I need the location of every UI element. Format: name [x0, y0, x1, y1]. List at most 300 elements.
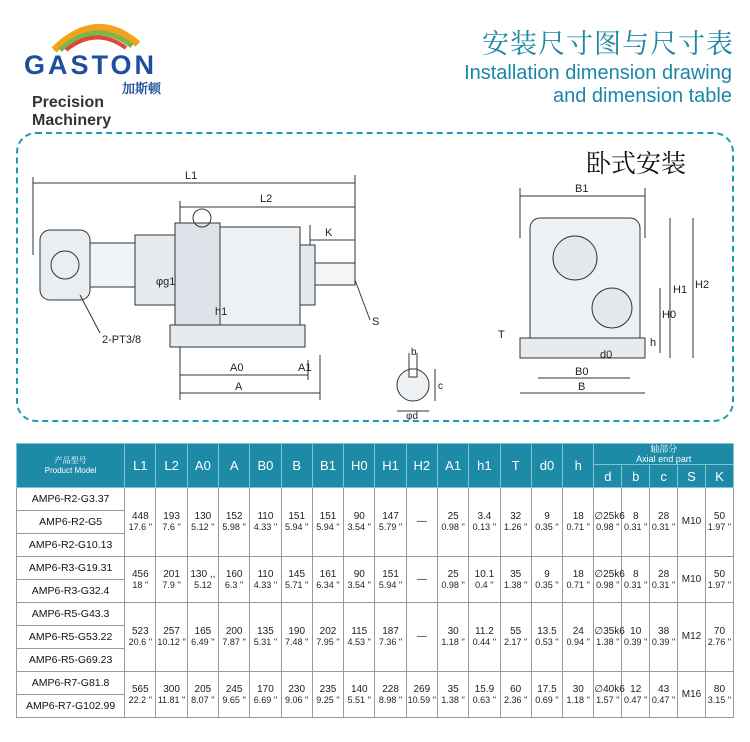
value-inch: 1.26 ''	[503, 522, 528, 532]
value-cell	[312, 557, 343, 603]
value-mm: 10	[630, 626, 642, 637]
value-inch: 7.48 ''	[284, 637, 309, 647]
dim-label-L2: L2	[260, 193, 273, 205]
value-inch: 0.31 ''	[623, 522, 648, 532]
value-mm: 9	[544, 568, 550, 580]
column-header-L2: L2	[156, 444, 187, 488]
dim-label-H2: H2	[695, 279, 710, 291]
dim-label-L1: L1	[185, 170, 198, 182]
value-mm: 165	[194, 626, 212, 637]
value-mm: 193	[163, 511, 180, 522]
value-inch: 0.39 ''	[651, 637, 676, 647]
dimension-table	[16, 443, 734, 718]
page-title-cn: 安装尺寸图与尺寸表	[482, 29, 734, 59]
value-inch: 0.98 ''	[596, 579, 620, 590]
value-inch: 6.3 ''	[224, 579, 244, 590]
column-header-L1: L1	[125, 444, 156, 488]
value-cell	[344, 488, 375, 557]
value-inch: 7.9 ''	[162, 579, 181, 590]
value-cell	[500, 672, 531, 718]
value-cell	[594, 603, 625, 672]
value-inch: 0.4 ''	[475, 579, 494, 590]
column-header-h: h	[563, 444, 594, 488]
value-mm: 90	[353, 568, 365, 580]
brand-name-cn: 加斯顿	[122, 81, 162, 96]
value-mm: 202	[319, 626, 337, 637]
model-cell: AMP6-R2-G3.37	[17, 488, 125, 511]
dim-label-g1: φg1	[156, 276, 176, 288]
value-mm: 25	[447, 511, 459, 522]
value-cell	[312, 603, 343, 672]
value-cell	[281, 488, 312, 557]
value-mm: —	[416, 516, 427, 527]
value-cell	[375, 557, 406, 603]
dim-label-b: b	[411, 347, 417, 358]
model-header-en: Product Model	[44, 465, 97, 475]
value-cell	[437, 672, 468, 718]
column-header-T: T	[500, 444, 531, 488]
value-cell	[219, 672, 250, 718]
value-inch: 1.38 ''	[596, 637, 620, 647]
value-inch: 0.39 ''	[623, 637, 648, 647]
value-inch: 5.94 ''	[316, 522, 340, 532]
value-cell	[650, 672, 678, 718]
value-mm: ∅35k6	[594, 626, 625, 637]
value-cell	[622, 603, 650, 672]
value-mm: 201	[163, 568, 180, 580]
dim-label-h1: h1	[215, 306, 228, 318]
value-mm: 30	[447, 626, 459, 637]
value-cell	[622, 488, 650, 557]
value-cell	[678, 488, 706, 557]
value-mm: 25	[447, 568, 459, 580]
value-inch: 0.63 ''	[472, 694, 497, 705]
dim-label-H0: H0	[662, 309, 677, 321]
value-mm: 9	[544, 511, 550, 522]
column-header-d0: d0	[531, 444, 562, 488]
dim-label-d0: d0	[600, 349, 613, 361]
axial-header-cn: 轴部分	[650, 444, 678, 454]
value-mm: 110	[257, 511, 274, 522]
value-inch: 1.18 ''	[441, 637, 465, 647]
value-cell	[344, 557, 375, 603]
value-mm: 50	[713, 511, 726, 522]
column-header-S: S	[678, 465, 706, 488]
value-inch: 1.97 ''	[707, 579, 732, 590]
value-cell	[406, 603, 437, 672]
value-mm: 17.5	[537, 683, 557, 695]
value-inch: 1.38 ''	[441, 694, 465, 705]
value-mm: 24	[572, 626, 584, 637]
value-inch: 4.33 ''	[253, 522, 278, 532]
value-cell	[125, 672, 156, 718]
value-inch: 0.71 ''	[566, 522, 590, 532]
value-mm: 60	[510, 683, 522, 695]
value-mm: 12	[630, 683, 642, 695]
value-cell	[125, 603, 156, 672]
value-cell	[406, 488, 437, 557]
value-mm: 456	[131, 568, 149, 580]
value-mm: ∅40k6	[594, 683, 625, 695]
value-cell	[437, 557, 468, 603]
value-inch: 6.49 ''	[191, 637, 215, 647]
value-inch: 0.47 ''	[651, 694, 676, 705]
value-inch: 5.31 ''	[253, 637, 278, 647]
dim-label-B0: B0	[575, 366, 589, 378]
value-cell	[281, 672, 312, 718]
value-inch: 5.71 ''	[284, 579, 309, 590]
value-mm: 130 ,,	[190, 568, 216, 580]
value-mm: 170	[257, 683, 274, 695]
value-mm: 147	[382, 511, 399, 522]
port-label: 2-PT3/8	[102, 334, 142, 346]
dim-label-H1: H1	[673, 284, 688, 296]
value-mm: 161	[319, 568, 337, 580]
value-cell	[500, 488, 531, 557]
value-inch: 3.54 ''	[347, 579, 372, 590]
value-cell	[469, 603, 500, 672]
value-mm: 55	[510, 626, 522, 637]
model-cell: AMP6-R7-G81.8	[17, 672, 125, 695]
dim-label-c: c	[438, 381, 443, 392]
value-inch: 1.18 ''	[566, 694, 590, 705]
value-mm: 30	[572, 683, 584, 695]
value-inch: 1.97 ''	[707, 522, 732, 532]
value-mm: 10.1	[474, 568, 495, 580]
value-inch: 4.33 ''	[253, 579, 278, 590]
dim-label-A0: A0	[230, 362, 244, 374]
value-inch: 2.36 ''	[503, 694, 528, 705]
value-mm: M12	[681, 631, 702, 642]
value-mm: 28	[658, 568, 670, 580]
value-mm: 257	[163, 626, 180, 637]
value-mm: ∅25k6	[594, 511, 625, 522]
value-inch: 0.94 ''	[566, 637, 590, 647]
column-header-H0: H0	[344, 444, 375, 488]
value-cell	[650, 603, 678, 672]
value-mm: 35	[447, 683, 459, 695]
value-inch: 17.6 ''	[128, 522, 153, 532]
value-inch: 5.79 ''	[378, 522, 403, 532]
mount-type-label: 卧式安装	[586, 150, 687, 178]
value-cell	[187, 603, 218, 672]
value-mm: 35	[510, 568, 522, 580]
value-inch: 20.6 ''	[128, 637, 153, 647]
value-mm: 448	[131, 511, 149, 522]
value-inch: 7.95 ''	[316, 637, 340, 647]
value-cell	[437, 603, 468, 672]
value-mm: 38	[658, 626, 670, 637]
value-inch: 10.59 ''	[407, 694, 437, 705]
value-mm: 90	[353, 511, 365, 522]
value-inch: 0.53 ''	[535, 637, 559, 647]
front-view-drawing	[490, 178, 730, 418]
value-cell	[250, 488, 281, 557]
value-cell	[156, 603, 187, 672]
value-mm: 8	[632, 511, 639, 522]
table-row	[17, 672, 734, 695]
value-cell	[622, 672, 650, 718]
value-inch: 6.34 ''	[316, 579, 340, 590]
value-cell	[406, 557, 437, 603]
value-inch: 3.15 ''	[707, 694, 732, 705]
shaft-section-drawing	[375, 345, 450, 420]
value-cell	[563, 603, 594, 672]
column-header-B1: B1	[312, 444, 343, 488]
column-header-A1: A1	[437, 444, 468, 488]
value-cell	[563, 557, 594, 603]
value-mm: 15.9	[474, 683, 495, 695]
model-cell: AMP6-R2-G10.13	[17, 534, 125, 557]
dim-label-B1: B1	[575, 183, 589, 195]
value-cell	[437, 488, 468, 557]
value-mm: ∅25k6	[594, 568, 625, 580]
column-header-B0: B0	[250, 444, 281, 488]
value-inch: 0.13 ''	[472, 522, 497, 532]
value-cell	[250, 672, 281, 718]
value-mm: 151	[288, 511, 306, 522]
value-cell	[469, 488, 500, 557]
value-inch: 10.12 ''	[157, 637, 186, 647]
model-cell: AMP6-R3-G32.4	[17, 580, 125, 603]
dim-label-d: φd	[406, 411, 419, 420]
value-mm: 13.5	[537, 626, 557, 637]
value-mm: M10	[681, 573, 702, 585]
value-cell	[156, 672, 187, 718]
value-cell	[344, 603, 375, 672]
value-cell	[705, 603, 733, 672]
value-cell	[678, 603, 706, 672]
value-cell	[531, 488, 562, 557]
column-header-A: A	[219, 444, 250, 488]
brand-tagline: Precision Machinery	[32, 94, 112, 129]
value-cell	[406, 672, 437, 718]
value-inch: 5.98 ''	[222, 522, 246, 532]
dim-label-h: h	[650, 337, 657, 349]
value-cell	[375, 672, 406, 718]
value-inch: 5.51 ''	[347, 694, 372, 705]
value-cell	[125, 488, 156, 557]
value-mm: M10	[681, 516, 702, 527]
logo-arc-icon	[46, 14, 146, 54]
brand-logo	[16, 14, 176, 129]
value-mm: 70	[713, 626, 726, 637]
value-mm: 205	[194, 683, 212, 695]
value-cell	[469, 672, 500, 718]
dim-label-S: S	[372, 316, 380, 328]
model-cell: AMP6-R5-G43.3	[17, 603, 125, 626]
value-inch: 0.98 ''	[441, 579, 465, 590]
value-mm: 523	[131, 626, 149, 637]
value-cell	[312, 488, 343, 557]
value-inch: 3.54 ''	[347, 522, 372, 532]
page-title-en: Installation dimension drawing and dimension table	[464, 62, 732, 107]
value-inch: 1.38 ''	[503, 579, 528, 590]
value-inch: 5.12	[194, 579, 212, 590]
value-cell	[705, 488, 733, 557]
value-cell	[125, 557, 156, 603]
value-inch: 8.07 ''	[191, 694, 215, 705]
value-inch: 4.53 ''	[347, 637, 372, 647]
value-cell	[219, 603, 250, 672]
value-cell	[219, 557, 250, 603]
value-inch: 0.44 ''	[472, 637, 497, 647]
column-header-d: d	[594, 465, 622, 488]
value-inch: 0.31 ''	[623, 579, 648, 590]
value-mm: 28	[658, 511, 670, 522]
value-cell	[531, 557, 562, 603]
value-cell	[705, 557, 733, 603]
value-cell	[156, 488, 187, 557]
value-inch: 0.31 ''	[651, 522, 676, 532]
value-inch: 1.57 ''	[596, 694, 620, 705]
value-mm: 18	[572, 511, 584, 522]
value-cell	[705, 672, 733, 718]
value-mm: 135	[257, 626, 274, 637]
value-cell	[156, 557, 187, 603]
value-cell	[563, 488, 594, 557]
value-mm: 3.4	[477, 511, 492, 522]
value-inch: 0.98 ''	[596, 522, 620, 532]
value-inch: 22.2 ''	[128, 694, 153, 705]
value-mm: 130	[194, 511, 212, 522]
value-inch: 5.12 ''	[191, 522, 215, 532]
value-cell	[187, 672, 218, 718]
value-inch: 9.65 ''	[222, 694, 246, 705]
brand-name: GASTON	[24, 50, 158, 80]
value-inch: 0.69 ''	[535, 694, 559, 705]
value-mm: 300	[163, 683, 180, 695]
value-inch: 5.94 ''	[378, 579, 403, 590]
value-cell	[563, 672, 594, 718]
model-cell: AMP6-R3-G19.31	[17, 557, 125, 580]
model-cell: AMP6-R5-G53.22	[17, 626, 125, 649]
value-cell	[375, 603, 406, 672]
value-mm: 18	[572, 568, 584, 580]
value-inch: 0.47 ''	[623, 694, 648, 705]
column-header-H2: H2	[406, 444, 437, 488]
value-cell	[375, 488, 406, 557]
value-cell	[650, 557, 678, 603]
value-cell	[594, 488, 625, 557]
value-mm: 230	[288, 683, 306, 695]
value-mm: —	[416, 631, 427, 642]
value-mm: 152	[225, 511, 243, 522]
value-inch: 18 ''	[132, 579, 149, 590]
value-mm: 190	[288, 626, 306, 637]
value-mm: 200	[225, 626, 243, 637]
value-mm: 145	[288, 568, 306, 580]
dim-label-K: K	[325, 227, 333, 239]
value-cell	[500, 557, 531, 603]
value-mm: 228	[382, 683, 399, 695]
value-mm: 160	[225, 568, 243, 580]
value-inch: 11.81 ''	[157, 694, 186, 705]
value-cell	[678, 672, 706, 718]
value-inch: 0.35 ''	[535, 579, 559, 590]
model-cell: AMP6-R5-G69.23	[17, 649, 125, 672]
value-mm: 115	[351, 626, 368, 637]
dim-label-B: B	[578, 381, 586, 393]
dim-label-T: T	[498, 329, 505, 341]
dim-label-A1: A1	[298, 362, 312, 374]
dim-label-A: A	[235, 381, 243, 393]
value-mm: 187	[382, 626, 399, 637]
column-header-b: b	[622, 465, 650, 488]
value-mm: 151	[319, 511, 337, 522]
value-inch: 2.17 ''	[503, 637, 528, 647]
side-view-drawing	[20, 165, 400, 420]
axial-header-en: Axial end part	[636, 454, 692, 464]
value-mm: 8	[632, 568, 639, 580]
value-inch: 2.76 ''	[707, 637, 732, 647]
column-header-h1: h1	[469, 444, 500, 488]
value-inch: 0.31 ''	[651, 579, 676, 590]
value-cell	[187, 557, 218, 603]
value-mm: 235	[319, 683, 337, 695]
column-header-c: c	[650, 465, 678, 488]
value-cell	[622, 557, 650, 603]
value-inch: 8.98 ''	[378, 694, 403, 705]
value-mm: 50	[713, 568, 726, 580]
value-mm: 110	[257, 568, 274, 580]
model-cell: AMP6-R2-G5	[17, 511, 125, 534]
value-inch: 7.6 ''	[162, 522, 181, 532]
model-header-cn: 产品型号	[54, 455, 87, 465]
value-cell	[281, 557, 312, 603]
value-cell	[531, 603, 562, 672]
value-mm: 43	[658, 683, 670, 695]
table-row	[17, 488, 734, 511]
value-inch: 9.06 ''	[284, 694, 309, 705]
value-mm: 11.2	[475, 626, 494, 637]
value-cell	[250, 603, 281, 672]
value-cell	[219, 488, 250, 557]
column-header-A0: A0	[187, 444, 218, 488]
column-header-K: K	[705, 465, 733, 488]
value-inch: 0.35 ''	[535, 522, 559, 532]
column-header-H1: H1	[375, 444, 406, 488]
value-inch: 5.94 ''	[284, 522, 309, 532]
value-mm: 140	[350, 683, 368, 695]
value-cell	[500, 603, 531, 672]
value-cell	[250, 557, 281, 603]
value-mm: 565	[131, 683, 149, 695]
value-cell	[594, 672, 625, 718]
model-cell: AMP6-R7-G102.99	[17, 695, 125, 718]
value-inch: 6.69 ''	[253, 694, 278, 705]
value-cell	[187, 488, 218, 557]
value-cell	[344, 672, 375, 718]
value-inch: 7.87 ''	[222, 637, 246, 647]
table-row	[17, 603, 734, 626]
value-inch: 0.98 ''	[441, 522, 465, 532]
value-inch: 9.25 ''	[316, 694, 340, 705]
value-cell	[312, 672, 343, 718]
value-mm: 32	[510, 511, 522, 522]
value-mm: M16	[681, 688, 702, 700]
value-mm: 151	[382, 568, 399, 580]
value-cell	[650, 488, 678, 557]
value-mm: 245	[225, 683, 243, 695]
table-row	[17, 557, 734, 580]
value-cell	[678, 557, 706, 603]
value-mm: —	[416, 573, 427, 585]
value-cell	[594, 557, 625, 603]
value-cell	[469, 557, 500, 603]
value-inch: 0.71 ''	[566, 579, 590, 590]
column-header-B: B	[281, 444, 312, 488]
